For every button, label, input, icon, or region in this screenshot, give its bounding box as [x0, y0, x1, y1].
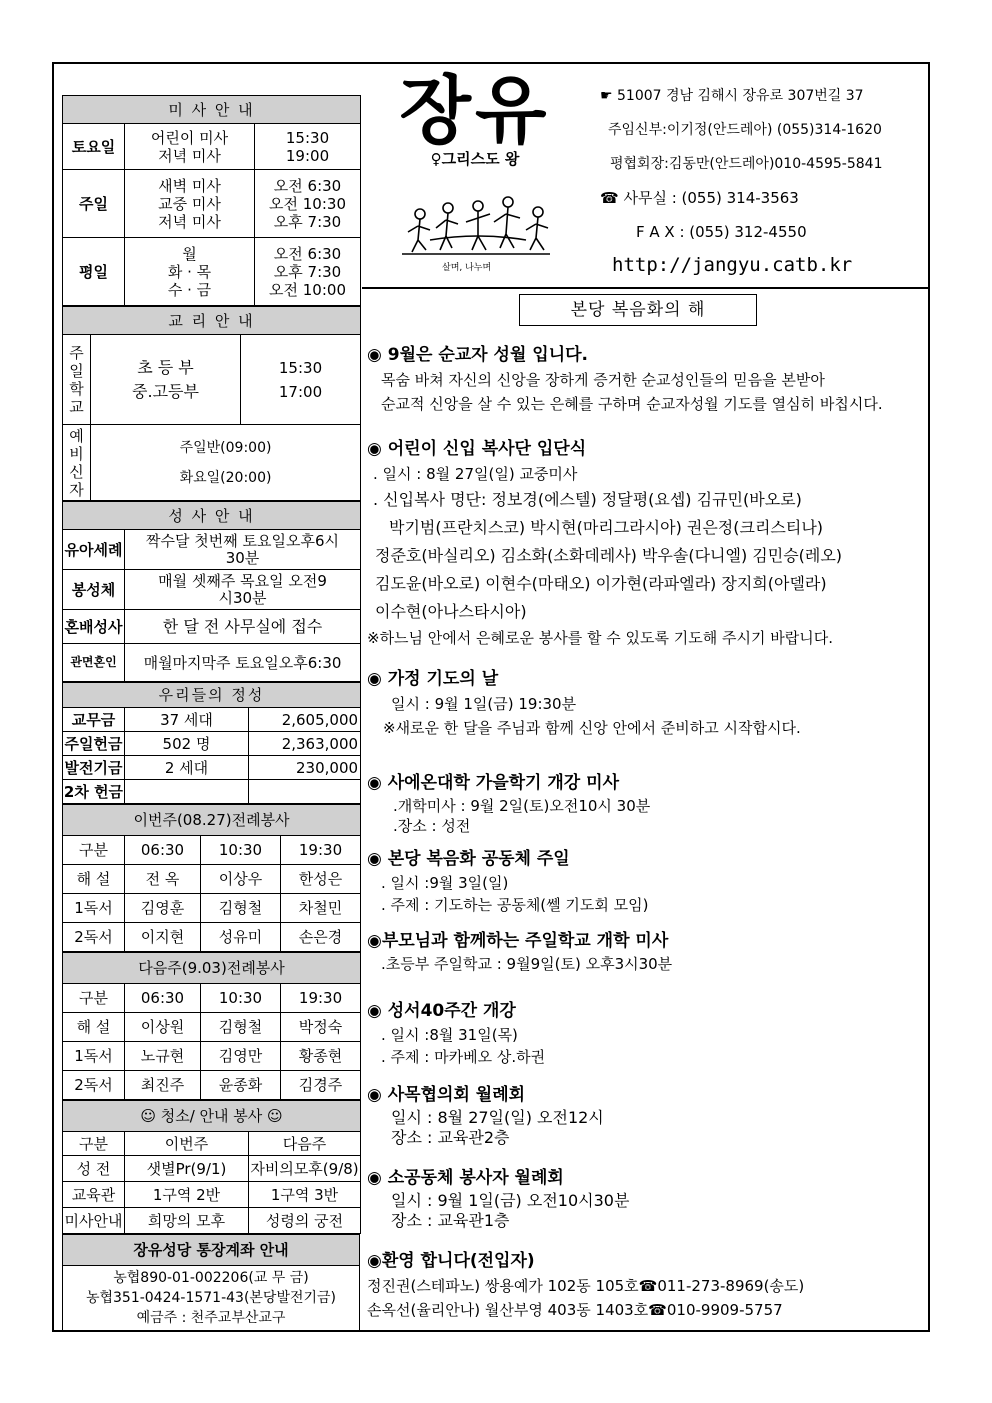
news-title: ◉ 9월은 순교자 성월 입니다. — [367, 345, 589, 365]
news-line: . 신입복사 명단: 정보경(에스텔) 정달평(요셉) 김규민(바오로) — [373, 490, 802, 509]
news-line: 일시 : 9월 1일(금) 오전10시30분 — [391, 1191, 630, 1210]
news-line: 장소 : 교육관2층 — [391, 1128, 510, 1147]
offering-title: 우리들의 정성 — [63, 683, 361, 708]
mass-time: 15:30 — [285, 128, 330, 147]
catechumen-label: 예 비 신 자 — [63, 425, 91, 501]
mass-time: 오후 7:30 — [273, 212, 342, 231]
header-divider — [362, 287, 930, 289]
news-line: . 일시 :9월 3일(일) — [381, 874, 509, 892]
mass-time: 오전 6:30 — [273, 244, 342, 263]
sacrament-label: 봉성체 — [63, 570, 125, 610]
sacrament-label: 혼배성사 — [63, 610, 125, 644]
news-10 — [367, 1248, 923, 1322]
news-7 — [367, 998, 923, 1068]
news-5 — [367, 846, 923, 916]
school-time: 17:00 — [278, 382, 323, 401]
parish-name: ♀그리스도 왕 — [430, 150, 520, 168]
mass-item: 새벽 미사 — [158, 176, 221, 195]
mass-time: 오후 7:30 — [273, 262, 342, 281]
community-drawing — [390, 192, 560, 274]
news-title: ◉ 소공동체 봉사자 월례회 — [367, 1168, 564, 1188]
office-phone: ☎ 사무실 : (055) 314-3563 — [600, 189, 799, 207]
news-4 — [367, 770, 923, 836]
news-line: . 일시 :8월 31일(목) — [381, 1026, 518, 1044]
logo — [395, 70, 555, 169]
sacrament-value: 짝수달 첫번째 토요일오후6시30분 — [125, 530, 361, 570]
news-line: 손옥선(율리안나) 월산부영 403동 1403호☎010-9909-5757 — [367, 1301, 783, 1319]
sacrament-table — [62, 501, 361, 682]
news-line: 박기범(프란치스코) 박시현(마리그라시아) 권은정(크리스티나) — [389, 518, 824, 537]
news-line: 일시 : 9월 1일(금) 19:30분 — [391, 695, 577, 713]
mass-item: 교중 미사 — [158, 194, 221, 213]
news-line: . 주제 : 기도하는 공동체(쎌 기도회 모임) — [381, 896, 649, 914]
news-title: ◉ 사에온대학 가을학기 개강 미사 — [367, 773, 619, 793]
news-line: 정준호(바실리오) 김소화(소화데레사) 박우솔(다니엘) 김민승(레오) — [375, 546, 843, 565]
sacrament-value: 매월 셋째주 목요일 오전9시30분 — [125, 570, 361, 610]
council-info: 평협회장:김동만(안드레아)010-4595-5841 — [610, 156, 883, 172]
school-time: 15:30 — [278, 358, 323, 377]
address: ☛ 51007 경남 김해시 장유로 307번길 37 — [600, 88, 864, 104]
mass-item: 화 · 목 — [167, 262, 212, 281]
people-illustration-icon — [390, 192, 560, 274]
fax: F A X : (055) 312-4550 — [636, 223, 807, 241]
news-line: 이수현(아나스타시아) — [375, 602, 527, 621]
news-line: 목숨 바쳐 자신의 신앙을 장하게 증거한 순교성인들의 믿음을 본받아 — [381, 371, 825, 389]
account-line: 농협351-0424-1571-43(본당발전기금) — [85, 1290, 337, 1306]
mass-weekday-label: 평일 — [63, 238, 125, 306]
news-title: ◉ 가정 기도의 날 — [367, 669, 499, 689]
news-title: ◉부모님과 함께하는 주일학교 개학 미사 — [367, 931, 669, 951]
account-line: 농협890-01-002206(교 무 금) — [113, 1270, 309, 1286]
mass-item: 수 · 금 — [167, 280, 212, 299]
account-title: 장유성당 통장계좌 안내 — [63, 1235, 360, 1266]
news-8 — [367, 1082, 923, 1148]
school-item: 중.고등부 — [132, 381, 199, 401]
news-note: ※하느님 안에서 은혜로운 봉사를 할 수 있도록 기도해 주시기 바랍니다. — [367, 629, 833, 647]
mass-item: 저녁 미사 — [158, 146, 221, 165]
news-title: ◉ 성서40주간 개강 — [367, 1001, 516, 1021]
drawing-caption: 살며, 나누며 — [442, 263, 492, 273]
account-line: 예금주 : 천주교부산교구 — [136, 1310, 286, 1326]
sacrament-value: 한 달 전 사무실에 접수 — [125, 610, 361, 644]
mass-time: 오전 6:30 — [273, 176, 342, 195]
news-3 — [367, 666, 923, 740]
mass-item: 저녁 미사 — [158, 212, 221, 231]
news-6 — [367, 928, 923, 974]
news-2 — [367, 436, 923, 650]
school-item: 초 등 부 — [137, 357, 194, 377]
offering-table: 우리들의 정성 교무금 37 세대 2,605,000 주일헌금 502 명 2,363,000 발전기금 2 세대 230,000 2차 헌금 — [62, 682, 361, 804]
sacrament-label: 관면혼인 — [63, 644, 125, 682]
news-line: .초등부 주일학교 : 9월9일(토) 오후3시30분 — [381, 955, 673, 973]
school-label: 주 일 학 교 — [63, 335, 91, 425]
cleaning-table: ☺ 청소/ 안내 봉사 ☺ 구분 이번주 다음주 성 전 샛별Pr(9/1) 자비의모후(9/8) 교육관 1구역 2반 1구역 3반 미사안내 희망의 모후 성령의 궁전 — [62, 1100, 361, 1234]
next-week-title: 다음주(9.03)전례봉사 — [63, 953, 361, 984]
sacrament-label: 유아세례 — [63, 530, 125, 570]
contact-info — [600, 84, 920, 254]
mass-title: 미 사 안 내 — [63, 96, 361, 124]
news-title: ◉ 본당 복음화 공동체 주일 — [367, 849, 570, 869]
mass-item: 월 — [182, 244, 197, 263]
news-9 — [367, 1165, 923, 1231]
sacrament-value: 매월마지막주 토요일오후6:30 — [125, 644, 361, 682]
news-title: ◉ 어린이 신입 복사단 입단식 — [367, 439, 587, 459]
news-line: .개학미사 : 9월 2일(토)오전10시 30분 — [393, 797, 651, 815]
news-line: . 주제 : 마카베오 상.하권 — [381, 1048, 546, 1066]
mass-saturday-label: 토요일 — [63, 124, 125, 170]
year-theme: 본당 복음화의 해 — [519, 294, 757, 326]
news-line: ※새로운 한 달을 주님과 함께 신앙 안에서 준비하고 시작합시다. — [383, 719, 801, 737]
website-url[interactable]: http://jangyu.catb.kr — [612, 254, 853, 276]
news-line: 김도윤(바오로) 이현수(마태오) 이가현(라파엘라) 장지희(아델라) — [375, 574, 827, 593]
next-week-table: 다음주(9.03)전례봉사 구분 06:30 10:30 19:30 해 설 이상원 김형철 박정숙 1독서 노규현 김영만 황종현 2독서 최진주 윤종화 김경주 — [62, 952, 361, 1100]
mass-item: 어린이 미사 — [150, 128, 229, 147]
sacrament-title: 성 사 안 내 — [63, 502, 361, 530]
news-1 — [367, 342, 923, 416]
mass-time: 오전 10:00 — [269, 280, 346, 299]
this-week-table: 이번주(08.27)전례봉사 구분 06:30 10:30 19:30 해 설 전 옥 이상우 한성은 1독서 김영훈 김형철 차철민 2독서 이지현 성유미 손은경 — [62, 804, 361, 952]
news-line: . 일시 : 8월 27일(일) 교중미사 — [373, 465, 578, 483]
catechism-title: 교 리 안 내 — [63, 307, 361, 335]
catechumen-item: 주일반(09:00) — [179, 439, 272, 456]
left-column — [62, 95, 360, 1331]
mass-table — [62, 95, 361, 306]
news-title: ◉환영 합니다(전입자) — [367, 1251, 535, 1271]
pastor-info: 주임신부:이기정(안드레아) (055)314-1620 — [608, 122, 882, 138]
news-title: ◉ 사목협의회 월례회 — [367, 1085, 526, 1105]
news-line: 일시 : 8월 27일(일) 오전12시 — [391, 1108, 604, 1127]
phone-icon: ☎ — [600, 189, 619, 207]
catechumen-item: 화요일(20:00) — [179, 469, 272, 486]
mass-sunday-label: 주일 — [63, 170, 125, 238]
news-line: 순교적 신앙을 살 수 있는 은혜를 구하며 순교자성월 기도를 열심히 바칩시다. — [381, 395, 883, 413]
mass-time: 19:00 — [285, 146, 330, 165]
account-table — [62, 1234, 360, 1331]
this-week-title: 이번주(08.27)전례봉사 — [63, 805, 361, 836]
news-line: 장소 : 교육관1층 — [391, 1211, 510, 1230]
logo-title: 장유 — [399, 68, 551, 154]
news-line: 정진권(스테파노) 쌍용예가 102동 105호☎011-273-8969(송도) — [367, 1277, 805, 1295]
mass-time: 오전 10:30 — [269, 194, 346, 213]
news-line: .장소 : 성전 — [393, 817, 471, 835]
cleaning-title: ☺ 청소/ 안내 봉사 ☺ — [63, 1101, 361, 1132]
catechism-table — [62, 306, 361, 501]
